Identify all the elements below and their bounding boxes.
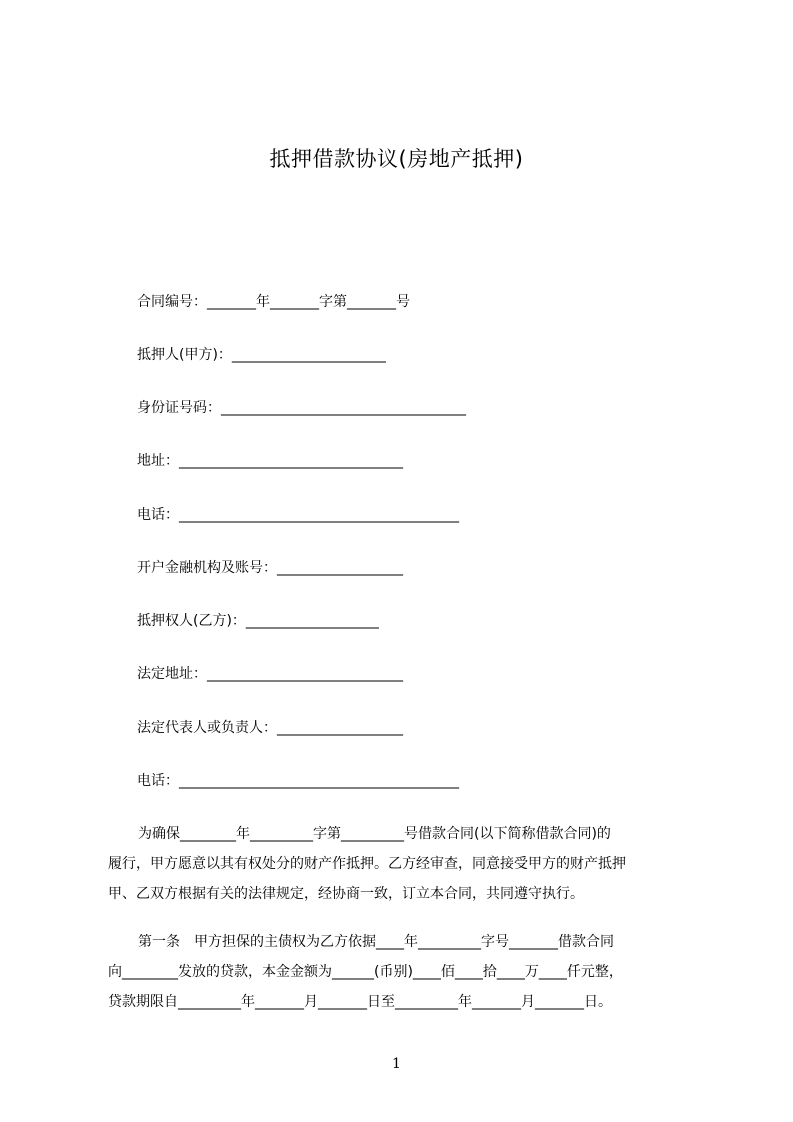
page-number: 1 <box>392 1056 401 1072</box>
paragraph-line: 为确保________年_________字第_________号借款合同(以下简称借款合同)的 <box>138 826 611 842</box>
legal-address-field: 法定地址：____________________________ <box>137 666 403 682</box>
id-number-field: 身份证号码：___________________________________ <box>137 400 466 416</box>
mortgagee-field: 抵押权人(乙方)：___________________ <box>137 613 379 629</box>
contract-number-field: 合同编号：_______年_______字第_______号 <box>137 294 410 310</box>
mortgagor-field: 抵押人(甲方)：______________________ <box>137 347 386 363</box>
legal-representative-field: 法定代表人或负责人：__________________ <box>137 720 403 736</box>
document-title: 抵押借款协议(房地产抵押) <box>269 147 524 171</box>
article-one-paragraph <box>108 933 708 1023</box>
bank-account-field: 开户金融机构及账号：__________________ <box>137 560 403 576</box>
mortgagee-phone-field: 电话：________________________________________ <box>137 773 459 789</box>
address-field: 地址：________________________________ <box>137 453 403 469</box>
preamble-paragraph <box>108 825 708 915</box>
paragraph-line: 贷款期限自_________年_______月_______日至_________年_______月_______日。 <box>108 994 612 1010</box>
phone-field: 电话：________________________________________ <box>137 507 459 523</box>
paragraph-line: 第一条 甲方担保的主债权为乙方依据____年_________字号_______借款合同 <box>138 934 614 950</box>
paragraph-line: 甲、乙双方根据有关的法律规定，经协商一致，订立本合同，共同遵守执行。 <box>108 886 584 902</box>
paragraph-line: 履行，甲方愿意以其有权处分的财产作抵押。乙方经审查，同意接受甲方的财产抵押 <box>108 856 626 872</box>
paragraph-line: 向________发放的贷款，本金金额为______(币别)____佰____拾____万____仟元整， <box>108 964 623 980</box>
